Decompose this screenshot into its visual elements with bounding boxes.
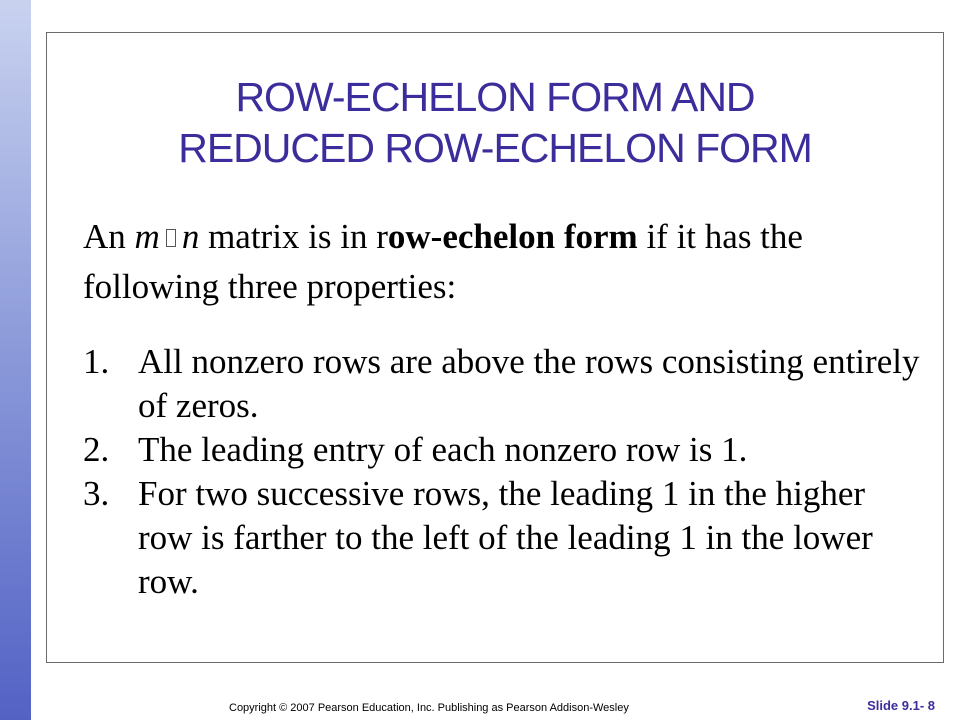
variable-m: m: [134, 217, 160, 256]
title-line-2: REDUCED ROW-ECHELON FORM: [178, 125, 812, 171]
property-text: The leading entry of each nonzero row is 1.: [138, 430, 748, 469]
property-item: [83, 472, 923, 604]
intro-paragraph: [83, 212, 923, 312]
property-text: All nonzero rows are above the rows consisting entirely of zeros.: [138, 342, 920, 425]
copyright-text: Copyright © 2007 Pearson Education, Inc. Publishing as Pearson Addison-Wesley: [229, 702, 629, 714]
title-line-1: ROW-ECHELON FORM AND: [235, 74, 755, 120]
slide-number: Slide 9.1- 8: [867, 698, 935, 713]
property-number: 2.: [83, 430, 110, 469]
times-symbol-glyph: [166, 229, 176, 247]
variable-n: n: [181, 217, 200, 256]
property-number: 1.: [83, 342, 110, 381]
property-item: [83, 340, 923, 428]
decorative-sidebar: [0, 0, 31, 720]
property-item: [83, 428, 923, 472]
slide-title: [46, 72, 944, 174]
slide-footer: [0, 696, 960, 716]
intro-post: if it has the following three properties:: [83, 217, 803, 306]
property-number: 3.: [83, 474, 110, 513]
property-text: For two successive rows, the leading 1 in the higher row is farther to the left of the leading 1 in the lower row.: [138, 474, 873, 601]
intro-pre: An: [83, 217, 135, 256]
intro-mid: matrix is in r: [199, 217, 388, 256]
term-row-echelon: ow-echelon form: [387, 217, 638, 256]
properties-list: [83, 340, 923, 604]
